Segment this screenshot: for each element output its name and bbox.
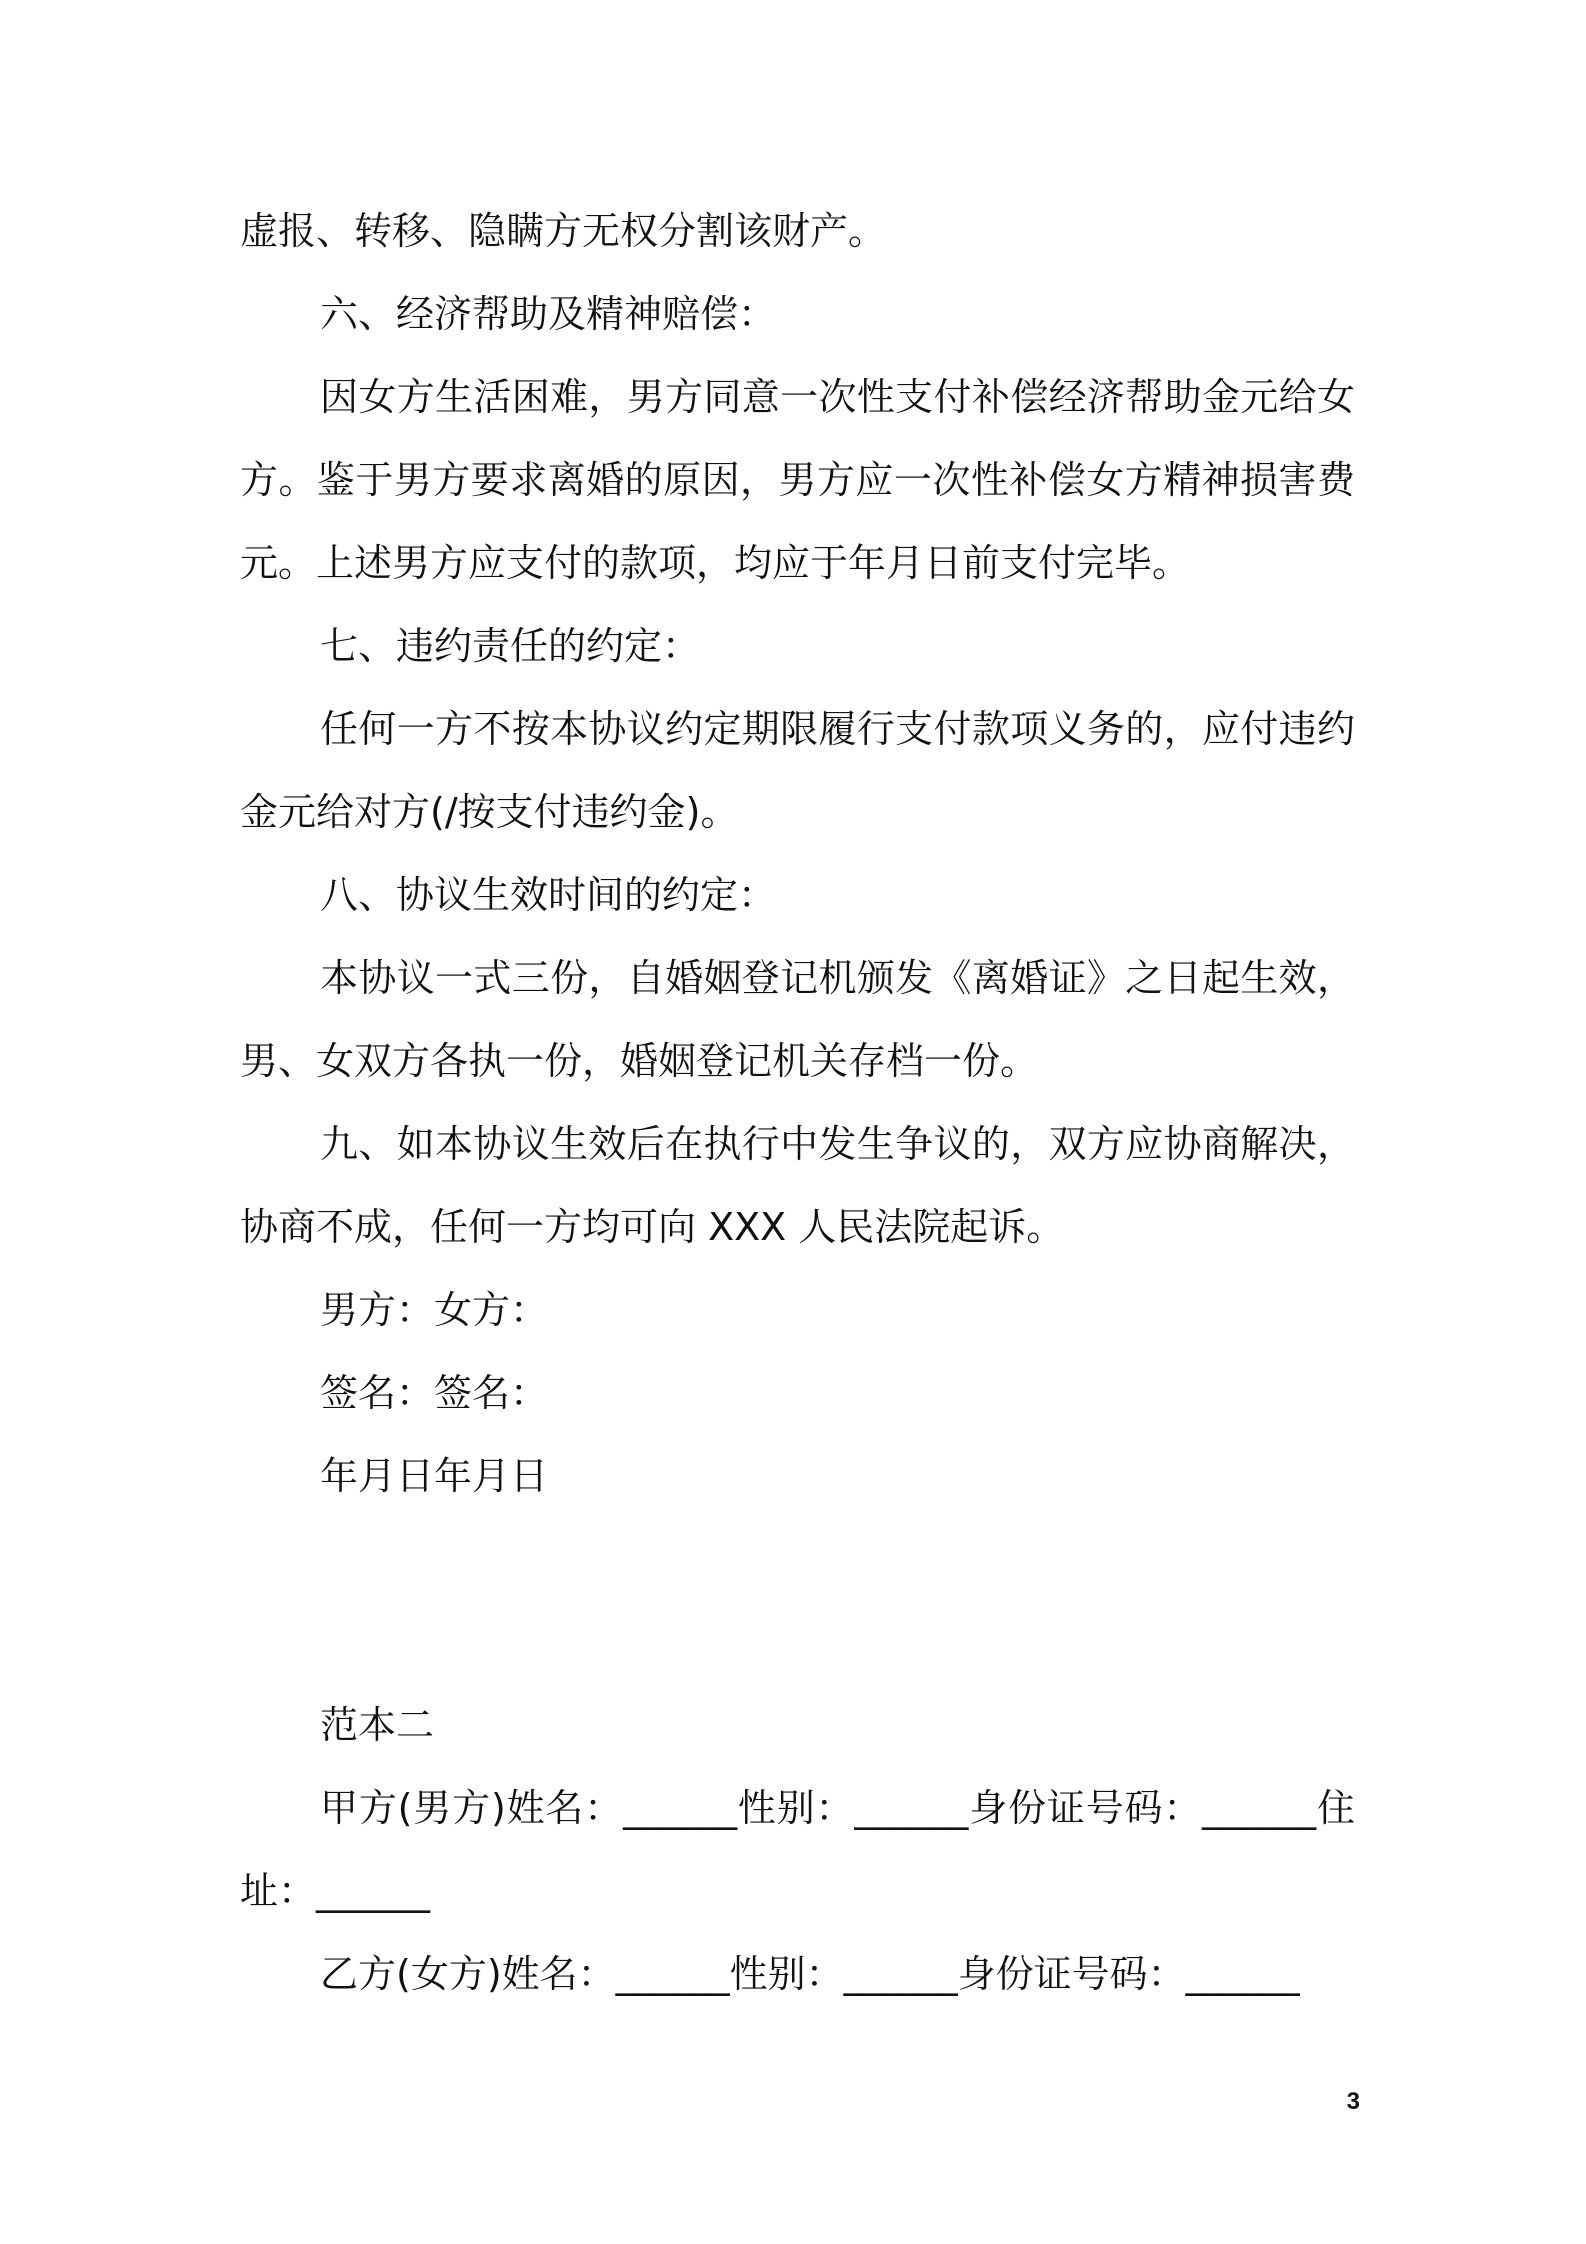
document-body — [240, 190, 1355, 2016]
section-gap — [240, 1518, 1355, 1684]
signature-names-line: 签名：签名： — [320, 1371, 549, 1415]
party-a-info: 甲方(男方)姓名：______性别：______身份证号码：______住址：______ — [240, 1786, 1355, 1913]
paragraph-breach-liability: 任何一方不按本协议约定期限履行支付款项义务的，应付违约金元给对方(/按支付违约金)。 — [240, 707, 1355, 834]
paragraph-economic-help: 因女方生活困难，男方同意一次性支付补偿经济帮助金元给女方。鉴于男方要求离婚的原因，男方应一次性补偿女方精神损害费元。上述男方应支付的款项，均应于年月日前支付完毕。 — [240, 375, 1355, 585]
paragraph-effective-time: 本协议一式三份，自婚姻登记机颁发《离婚证》之日起生效，男、女双方各执一份，婚姻登记机关存档一份。 — [240, 956, 1355, 1083]
signature-parties-line: 男方：女方： — [320, 1288, 549, 1332]
heading-effective-time: 八、协议生效时间的约定： — [320, 873, 777, 917]
paragraph-property-clause-end: 虚报、转移、隐瞒方无权分割该财产。 — [240, 209, 887, 253]
template-two-title: 范本二 — [320, 1703, 435, 1747]
page-number: 3 — [1346, 2088, 1360, 2115]
paragraph-dispute-resolution: 九、如本协议生效后在执行中发生争议的，双方应协商解决，协商不成，任何一方均可向 XXX 人民法院起诉。 — [240, 1122, 1355, 1249]
heading-economic-help: 六、经济帮助及精神赔偿： — [320, 292, 777, 336]
party-b-info: 乙方(女方)姓名：______性别：______身份证号码：______ — [320, 1952, 1300, 1996]
heading-breach-liability: 七、违约责任的约定： — [320, 624, 701, 668]
signature-dates-line: 年月日年月日 — [320, 1454, 549, 1498]
